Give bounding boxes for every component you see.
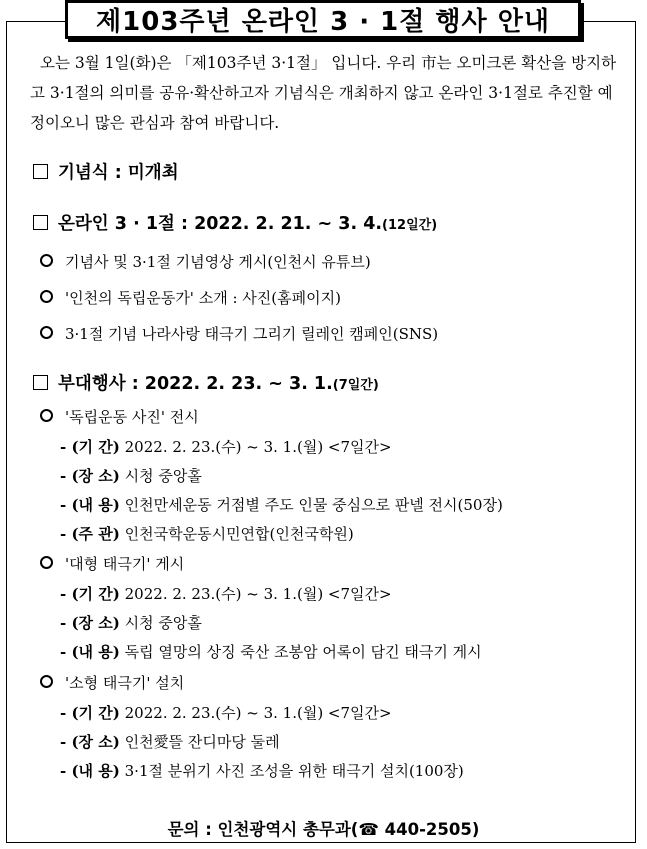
detail-text: 2022. 2. 23.(수) ~ 3. 1.(월) <7일간> — [124, 704, 392, 722]
detail-text: 2022. 2. 23.(수) ~ 3. 1.(월) <7일간> — [124, 585, 392, 603]
circle-bullet-icon — [40, 409, 53, 422]
detail-label: - (내 용) — [60, 762, 120, 780]
checkbox-square-icon — [33, 375, 48, 390]
online-item-text: 기념사 및 3·1절 기념영상 게시(인천시 유튜브) — [65, 253, 371, 271]
detail-label: - (주 관) — [60, 525, 120, 543]
circle-bullet-icon — [40, 675, 53, 688]
detail-text: 인천국학운동시민연합(인천국학원) — [124, 525, 354, 543]
event-name: '소형 태극기' 설치 — [65, 674, 185, 692]
online-item-text: '인천의 독립운동가' 소개 : 사진(홈페이지) — [65, 289, 341, 307]
detail-label: - (내 용) — [60, 496, 120, 514]
detail-text: 3·1절 분위기 사진 조성을 위한 태극기 설치(100장) — [124, 762, 464, 780]
event-detail — [60, 731, 280, 752]
detail-text: 인천만세운동 거점별 주도 인물 중심으로 판넬 전시(50장) — [124, 496, 503, 514]
event-detail — [60, 641, 482, 662]
event-item — [40, 672, 184, 693]
circle-bullet-icon — [40, 290, 53, 303]
online-item — [40, 287, 341, 308]
section-ceremony-label: 기념식 : 미개최 — [58, 163, 179, 183]
section-ceremony — [33, 159, 179, 184]
event-detail — [60, 523, 354, 544]
contact-footer: 문의 : 인천광역시 총무과(☎ 440-2505) — [167, 820, 480, 839]
section-online — [33, 210, 437, 235]
event-name: '독립운동 사진' 전시 — [65, 408, 199, 426]
circle-bullet-icon — [40, 556, 53, 569]
detail-label: - (장 소) — [60, 467, 120, 485]
circle-bullet-icon — [40, 326, 53, 339]
section-side-heading: 부대행사 : 2022. 2. 23. ~ 3. 1. — [58, 374, 333, 394]
event-detail — [60, 702, 392, 723]
event-name: '대형 태극기' 게시 — [65, 555, 185, 573]
event-detail — [60, 494, 503, 515]
event-detail — [60, 583, 392, 604]
detail-label: - (기 간) — [60, 585, 120, 603]
section-online-heading: 온라인 3 · 1절 : 2022. 2. 21. ~ 3. 4. — [58, 214, 383, 234]
detail-label: - (장 소) — [60, 614, 120, 632]
intro-paragraph: 오는 3월 1일(화)은 「제103주년 3·1절」 입니다. 우리 市는 오미크론 확산을 방지하고 3·1절의 의미를 공유·확산하고자 기념식은 개최하지 않고 온라인 3·1절로 추진할 예정이오니 많은 관심과 참여 바랍니다. — [30, 54, 617, 132]
page-title: 제103주년 온라인 3 · 1절 행사 안내 — [96, 7, 550, 37]
section-online-days: (12일간) — [382, 218, 438, 233]
detail-text: 시청 중앙홀 — [124, 614, 202, 632]
event-item — [40, 406, 199, 427]
title-box — [65, 0, 581, 39]
detail-text: 시청 중앙홀 — [124, 467, 202, 485]
circle-bullet-icon — [40, 254, 53, 267]
section-side-days: (7일간) — [332, 378, 379, 393]
section-side-events — [33, 370, 379, 395]
event-detail — [60, 465, 202, 486]
detail-label: - (내 용) — [60, 643, 120, 661]
checkbox-square-icon — [33, 215, 48, 230]
detail-label: - (장 소) — [60, 733, 120, 751]
detail-label: - (기 간) — [60, 704, 120, 722]
detail-text: 2022. 2. 23.(수) ~ 3. 1.(월) <7일간> — [124, 438, 392, 456]
detail-label: - (기 간) — [60, 438, 120, 456]
event-detail — [60, 760, 464, 781]
detail-text: 독립 열망의 상징 죽산 조봉암 어록이 담긴 태극기 게시 — [124, 643, 482, 661]
online-item — [40, 251, 371, 272]
checkbox-square-icon — [33, 164, 48, 179]
event-detail — [60, 436, 392, 457]
online-item-text: 3·1절 기념 나라사랑 태극기 그리기 릴레인 캠페인(SNS) — [65, 325, 439, 343]
event-item — [40, 553, 184, 574]
online-item — [40, 323, 438, 344]
event-detail — [60, 612, 202, 633]
detail-text: 인천愛뜰 잔디마당 둘레 — [124, 733, 280, 751]
